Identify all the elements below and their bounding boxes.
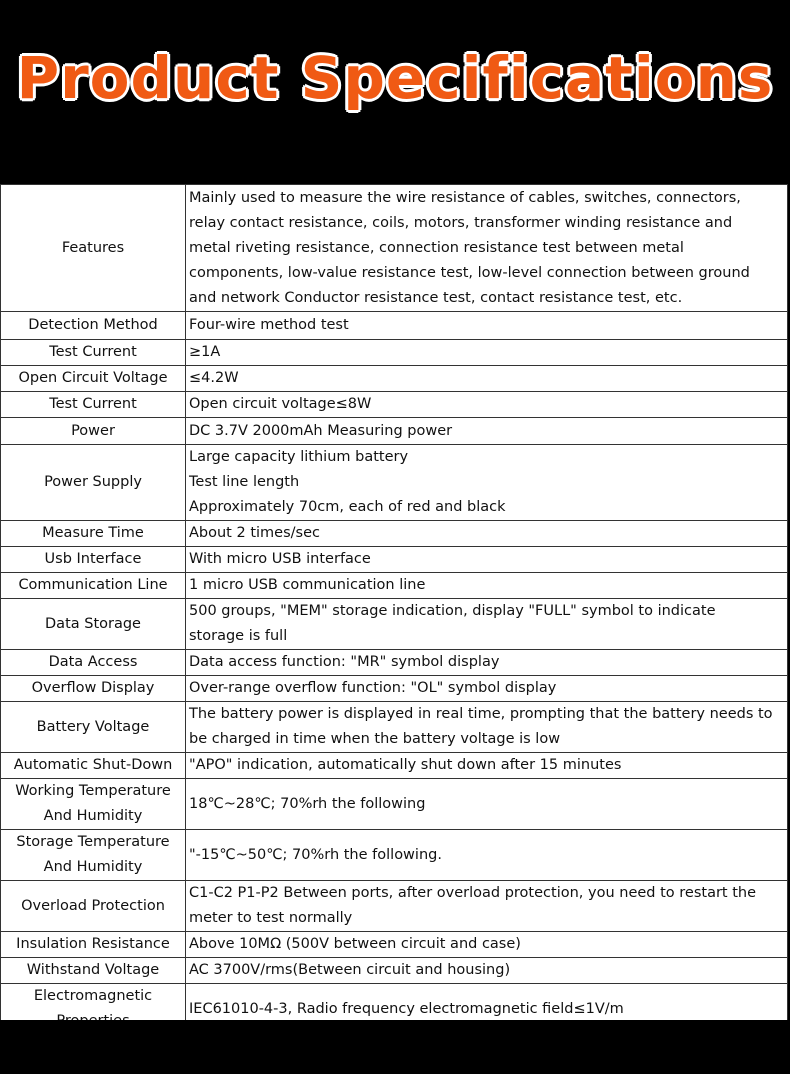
spec-label-line: Data Access bbox=[48, 654, 138, 670]
spec-row bbox=[1, 958, 788, 984]
spec-label-line: Data Storage bbox=[45, 615, 141, 632]
spec-row bbox=[1, 650, 788, 676]
spec-label-line: And Humidity bbox=[43, 859, 143, 875]
spec-value bbox=[186, 521, 788, 547]
spec-value-line: Over-range overflow function: "OL" symbol display bbox=[189, 680, 557, 696]
spec-value bbox=[186, 340, 788, 366]
spec-label bbox=[1, 392, 186, 418]
spec-value-line: Large capacity lithium battery bbox=[189, 449, 409, 465]
spec-label bbox=[1, 445, 186, 521]
spec-value-line: Approximately 70cm, each of red and black bbox=[189, 499, 506, 515]
spec-label bbox=[1, 521, 186, 547]
spec-label-line: Working Temperature bbox=[15, 783, 171, 799]
spec-value-line: ≥1A bbox=[189, 344, 221, 360]
header-banner bbox=[0, 0, 790, 184]
spec-value bbox=[186, 418, 788, 445]
spec-label bbox=[1, 702, 186, 753]
spec-value-line: Four-wire method test bbox=[189, 317, 349, 333]
spec-row bbox=[1, 521, 788, 547]
spec-label-line: Open Circuit Voltage bbox=[18, 370, 168, 386]
spec-label bbox=[1, 779, 186, 830]
spec-row bbox=[1, 340, 788, 366]
spec-value-line: components, low-value resistance test, low-level connection between ground bbox=[189, 264, 750, 281]
spec-value-line: and network Conductor resistance test, contact resistance test, etc. bbox=[189, 289, 683, 306]
spec-value-line: 18℃~28℃; 70%rh the following bbox=[189, 795, 426, 812]
spec-value bbox=[186, 702, 788, 753]
spec-label bbox=[1, 366, 186, 392]
spec-value-line: Mainly used to measure the wire resistance of cables, switches, connectors, bbox=[189, 189, 741, 206]
spec-label-line: Detection Method bbox=[28, 317, 158, 333]
spec-row bbox=[1, 445, 788, 521]
spec-row bbox=[1, 599, 788, 650]
spec-value bbox=[186, 599, 788, 650]
spec-value-line: "-15℃~50℃; 70%rh the following. bbox=[189, 846, 442, 863]
spec-value-line: Above 10MΩ (500V between circuit and case) bbox=[189, 936, 521, 952]
spec-label bbox=[1, 676, 186, 702]
spec-value-line: relay contact resistance, coils, motors, transformer winding resistance and bbox=[189, 214, 733, 231]
spec-row bbox=[1, 779, 788, 830]
spec-value-line: Data access function: "MR" symbol display bbox=[189, 654, 500, 670]
spec-value bbox=[186, 881, 788, 932]
spec-value bbox=[186, 312, 788, 340]
spec-value bbox=[186, 958, 788, 984]
spec-label bbox=[1, 599, 186, 650]
spec-label bbox=[1, 830, 186, 881]
spec-value-line: AC 3700V/rms(Between circuit and housing) bbox=[189, 962, 511, 978]
spec-value-line: IEC61010-4-3, Radio frequency electromagnetic field≤1V/m bbox=[189, 1000, 624, 1017]
footer-band bbox=[0, 1020, 790, 1074]
spec-label bbox=[1, 185, 186, 312]
spec-label bbox=[1, 340, 186, 366]
spec-label-line: Measure Time bbox=[42, 525, 144, 541]
spec-label-line: Automatic Shut-Down bbox=[13, 757, 173, 773]
spec-value bbox=[186, 366, 788, 392]
spec-value-line: "APO" indication, automatically shut down after 15 minutes bbox=[189, 757, 622, 773]
spec-value-line: metal riveting resistance, connection resistance test between metal bbox=[189, 239, 684, 256]
spec-value bbox=[186, 676, 788, 702]
spec-value-line: ≤4.2W bbox=[189, 370, 239, 386]
spec-value bbox=[186, 779, 788, 830]
spec-label bbox=[1, 573, 186, 599]
spec-value-line: DC 3.7V 2000mAh Measuring power bbox=[189, 422, 453, 439]
spec-label-line: Electromagnetic bbox=[33, 988, 153, 1004]
spec-label-line: Storage Temperature bbox=[16, 834, 170, 850]
spec-label-line: Test Current bbox=[49, 396, 137, 412]
spec-table bbox=[0, 184, 788, 1035]
spec-value bbox=[186, 650, 788, 676]
page-title: Product Specifications bbox=[16, 44, 774, 112]
spec-value bbox=[186, 830, 788, 881]
spec-row bbox=[1, 881, 788, 932]
spec-value-line: About 2 times/sec bbox=[189, 525, 320, 541]
spec-label bbox=[1, 312, 186, 340]
spec-value bbox=[186, 573, 788, 599]
spec-value bbox=[186, 392, 788, 418]
spec-row bbox=[1, 573, 788, 599]
spec-value-line: With micro USB interface bbox=[189, 551, 371, 567]
spec-value-line: Test line length bbox=[189, 474, 300, 490]
spec-value-line: The battery power is displayed in real time, prompting that the battery needs to bbox=[189, 706, 773, 722]
spec-value bbox=[186, 753, 788, 779]
spec-label-line: Withstand Voltage bbox=[26, 962, 160, 978]
spec-row bbox=[1, 366, 788, 392]
spec-label-line: Features bbox=[61, 239, 125, 256]
spec-label-line: Battery Voltage bbox=[36, 718, 150, 735]
spec-label bbox=[1, 753, 186, 779]
spec-value-line: Open circuit voltage≤8W bbox=[189, 396, 372, 412]
spec-value-line: storage is full bbox=[189, 628, 288, 644]
spec-label bbox=[1, 958, 186, 984]
spec-row bbox=[1, 312, 788, 340]
spec-row bbox=[1, 418, 788, 445]
spec-label-line: Overflow Display bbox=[31, 680, 155, 696]
spec-value-line: 1 micro USB communication line bbox=[189, 577, 426, 593]
spec-row bbox=[1, 547, 788, 573]
spec-value-line: 500 groups, "MEM" storage indication, display "FULL" symbol to indicate bbox=[189, 603, 716, 619]
spec-label-line: Usb Interface bbox=[44, 551, 142, 567]
spec-row bbox=[1, 392, 788, 418]
spec-label-line: Power Supply bbox=[44, 474, 142, 490]
spec-label bbox=[1, 547, 186, 573]
spec-value bbox=[186, 445, 788, 521]
spec-value bbox=[186, 932, 788, 958]
spec-label bbox=[1, 650, 186, 676]
spec-value-line: be charged in time when the battery voltage is low bbox=[189, 731, 561, 747]
spec-row bbox=[1, 185, 788, 312]
spec-label bbox=[1, 932, 186, 958]
spec-value-line: meter to test normally bbox=[189, 910, 353, 926]
spec-row bbox=[1, 830, 788, 881]
spec-row bbox=[1, 702, 788, 753]
spec-label bbox=[1, 418, 186, 445]
spec-label-line: Insulation Resistance bbox=[16, 936, 170, 952]
spec-value bbox=[186, 547, 788, 573]
spec-label-line: Overload Protection bbox=[21, 897, 165, 914]
spec-value bbox=[186, 185, 788, 312]
spec-value-line: C1-C2 P1-P2 Between ports, after overload protection, you need to restart the bbox=[189, 885, 757, 901]
spec-label-line: And Humidity bbox=[43, 808, 143, 824]
spec-table-body bbox=[1, 185, 788, 1035]
spec-label-line: Communication Line bbox=[18, 577, 168, 593]
spec-label-line: Power bbox=[71, 422, 115, 439]
spec-label-line: Test Current bbox=[49, 344, 137, 360]
spec-row bbox=[1, 753, 788, 779]
spec-row bbox=[1, 932, 788, 958]
spec-label bbox=[1, 881, 186, 932]
spec-row bbox=[1, 676, 788, 702]
